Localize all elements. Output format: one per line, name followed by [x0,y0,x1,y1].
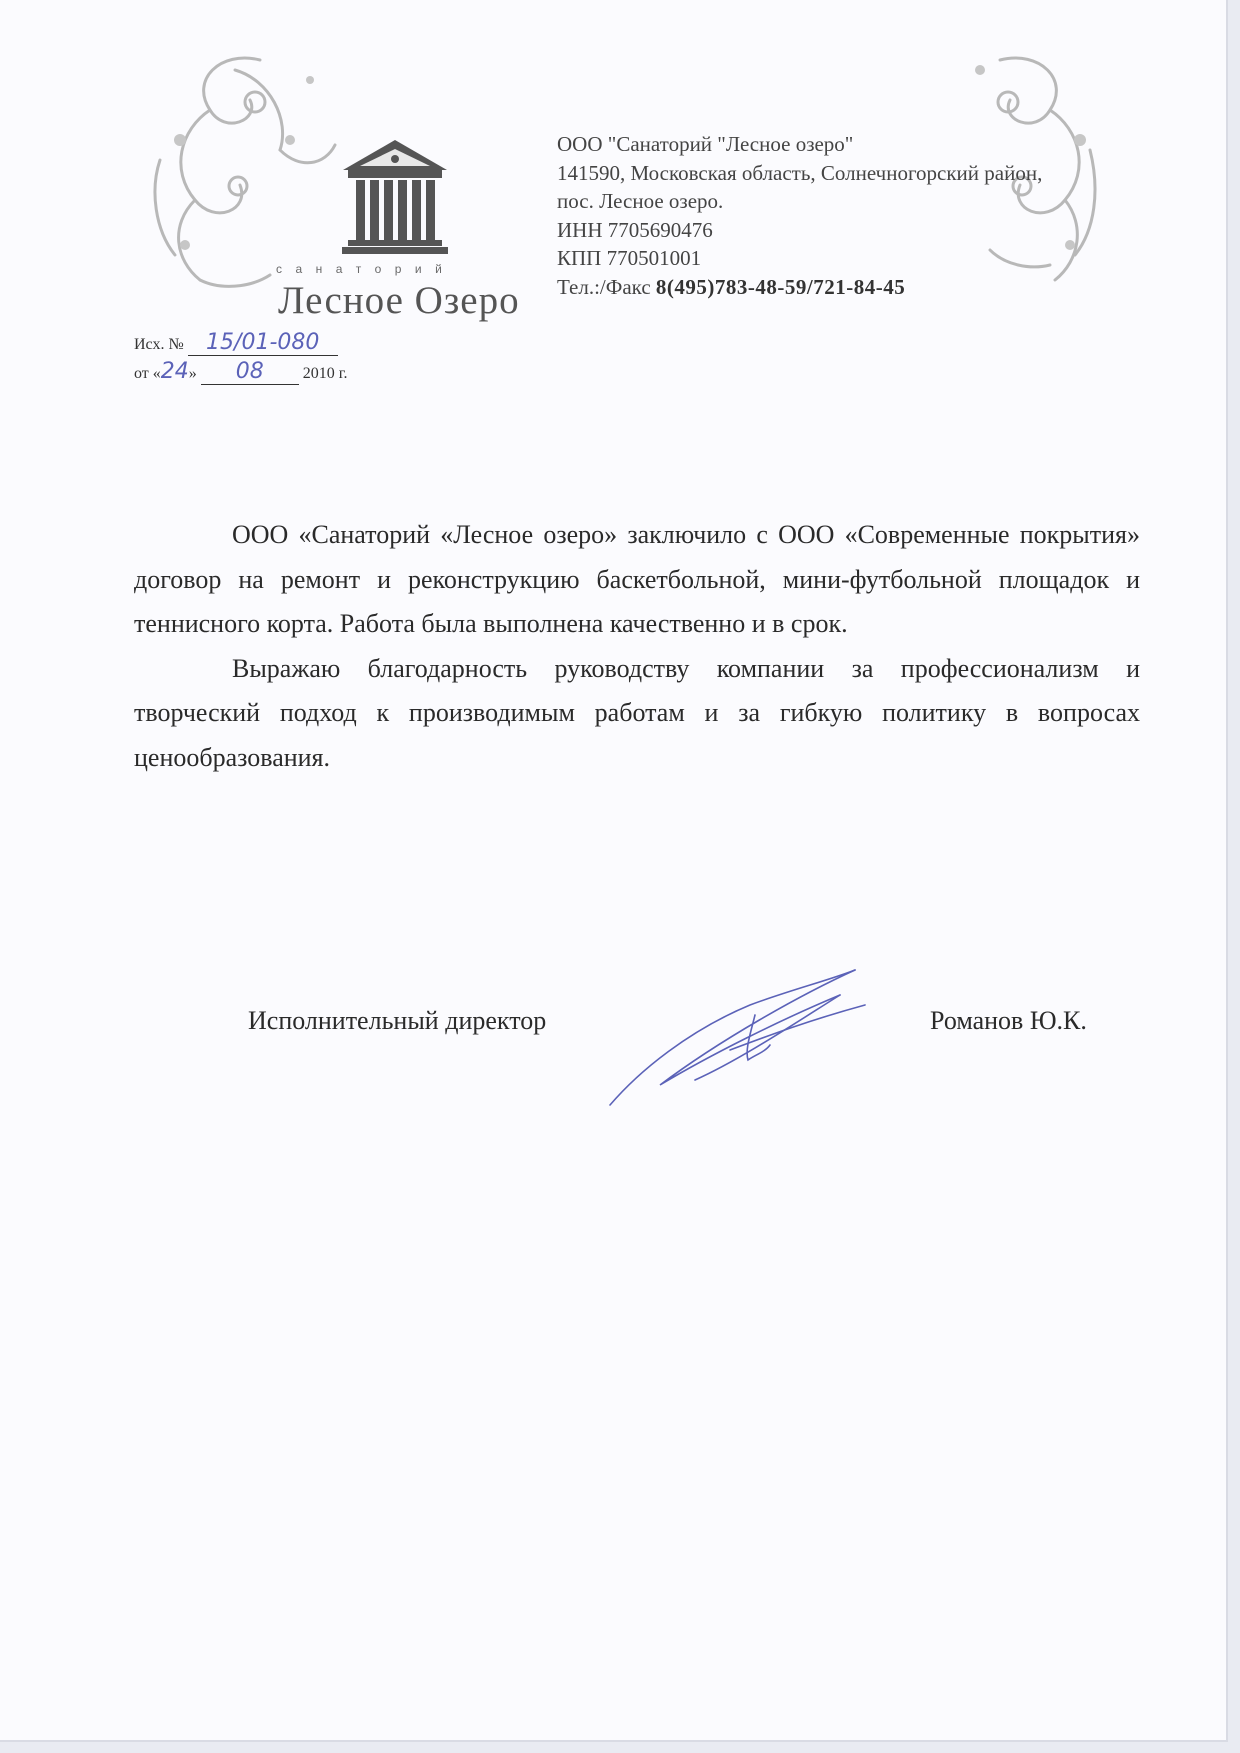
handwritten-signature [600,960,870,1115]
date-month-field [201,359,299,385]
date-mid: » [188,365,197,382]
temple-icon [340,138,450,261]
signatory-name: Романов Ю.К. [930,1006,1087,1035]
letter-body [134,513,1140,780]
company-kpp: КПП 770501001 [557,246,702,270]
date-month-value: 08 [235,359,264,384]
date-prefix: от « [134,365,161,382]
body-paragraph-2: Выражаю благодарность руководству компании за профессионализм и творческий подход к производимым работам и за гибкую политику в вопросах ценообразования. [134,653,1140,772]
date-day-value: 24 [160,359,189,384]
outgoing-number-value: 15/01-080 [206,330,320,355]
signatory-title: Исполнительный директор [248,1006,547,1035]
logo-caption: санаторий [276,262,456,276]
company-phone-row [557,273,1042,302]
body-paragraph-1: ООО «Санаторий «Лесное озеро» заключило с ООО «Современные покрытия» договор на ремонт и реконструкцию баскетбольной, мини-футбольной площадок и теннисного корта. Работа была выполнена качественно и в срок. [134,520,1140,638]
outgoing-number-row [134,330,338,356]
outgoing-number-field [188,330,338,356]
company-details [557,130,1042,301]
date-year: 2010 г. [302,365,348,382]
sanatorium-logo [268,138,528,322]
outgoing-date-row [134,359,348,385]
company-address-line1: 141590, Московская область, Солнечногорский район, [557,160,1043,185]
company-inn: ИНН 7705690476 [557,217,713,242]
logo-name: Лесное Озеро [278,279,520,322]
outgoing-number-label: Исх. № [134,336,184,353]
company-address-line2: пос. Лесное озеро. [557,189,724,213]
phone-label: Тел.:/Факс [557,274,651,299]
phone-number: 8(495)783-48-59/721-84-45 [655,274,906,299]
company-name: ООО "Санаторий "Лесное озеро" [557,132,854,156]
